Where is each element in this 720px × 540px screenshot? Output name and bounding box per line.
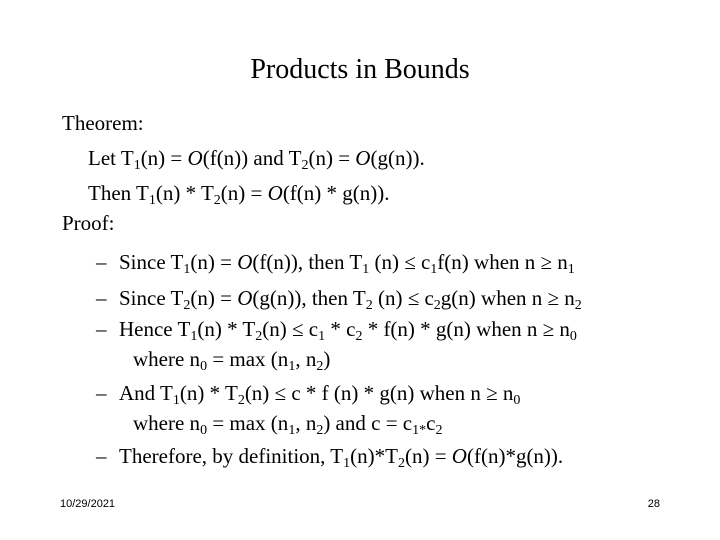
bullet-dash: – (96, 250, 107, 274)
bullet-dash: – (96, 286, 107, 310)
theorem-then-line: Then $T_1(n) * T_2(n) = O(f(n) * g(n))$. (88, 181, 390, 208)
proof-hence-where: where $n_0 = \max (n_1$, $n_2$) (133, 347, 331, 374)
proof-and-where: where $n_0 = \max (n_1$, $n_2$) and $c = c_{1*}c_2$ (133, 411, 443, 438)
proof-label: Proof: (62, 211, 115, 235)
slide-number: 28 (647, 498, 660, 510)
slide-title: Products in Bounds (250, 54, 470, 85)
theorem-let-line: Let $T_1(n) = O(f(n))$ and $T_2(n) = O(g(n))$. (88, 146, 425, 173)
bullet-dash: – (96, 317, 107, 341)
theorem-label: Theorem: (62, 111, 144, 135)
footer-date: 10/29/2021 (60, 498, 116, 510)
bullet-dash: – (96, 444, 107, 468)
bullet-dash: – (96, 381, 107, 405)
